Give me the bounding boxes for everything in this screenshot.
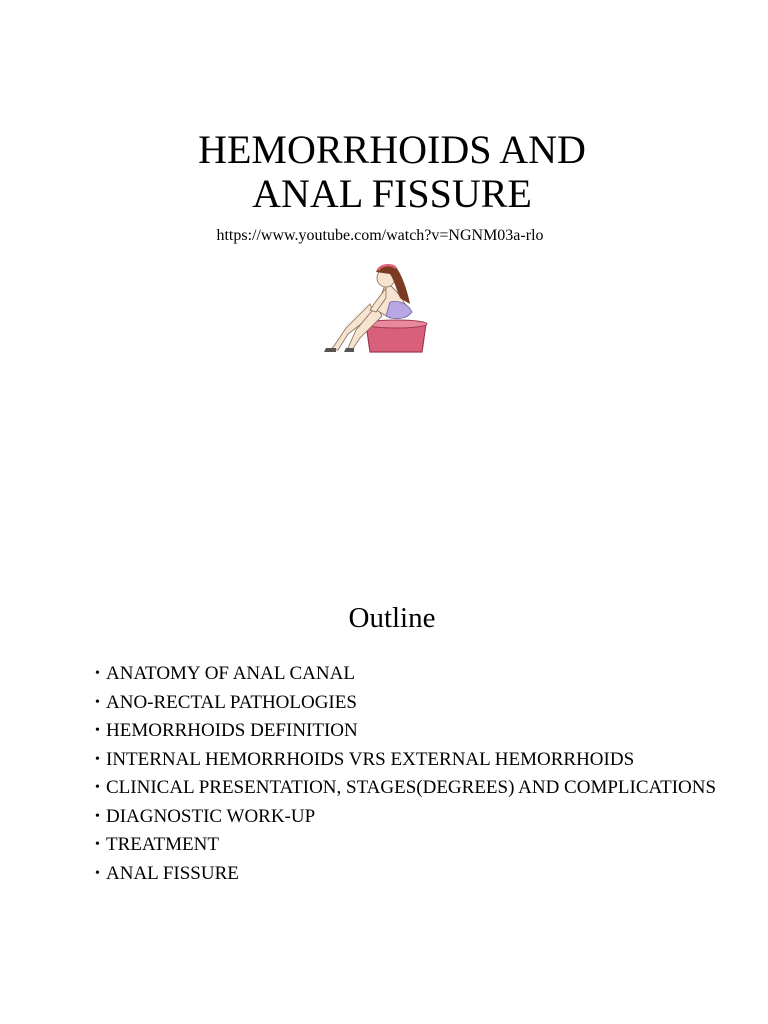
video-link[interactable]: https://www.youtube.com/watch?v=NGNM03a-rlo (216, 227, 544, 244)
outline-item (95, 662, 735, 685)
outline-item (95, 748, 735, 771)
slide-title-line-1: HEMORRHOIDS AND (198, 127, 586, 172)
outline-item-text: ANAL FISSURE (106, 862, 239, 884)
outline-item-text: HEMORRHOIDS DEFINITION (106, 720, 358, 741)
outline-item-text: TREATMENT (106, 834, 219, 855)
outline-item-text: ANATOMY OF ANAL CANAL (106, 663, 355, 684)
bullet: • (95, 666, 100, 681)
slide-title-line-2: ANAL FISSURE (252, 171, 532, 216)
outline-item-text: CLINICAL PRESENTATION, STAGES(DEGREES) AND COMPLICATIONS (106, 777, 717, 798)
bullet: • (95, 837, 100, 852)
outline-item-text: DIAGNOSTIC WORK-UP (106, 805, 316, 827)
outline-list (95, 662, 735, 890)
outline-item (95, 691, 735, 714)
outline-item-text: ANO-RECTAL PATHOLOGIES (106, 691, 357, 713)
outline-slide (0, 512, 768, 1024)
woman-sitting-in-basin-icon (290, 258, 462, 354)
bullet: • (95, 723, 100, 738)
bullet: • (95, 694, 100, 710)
outline-item (95, 805, 735, 828)
bullet: • (95, 808, 100, 824)
bullet: • (95, 780, 100, 795)
outline-title: Outline (348, 602, 436, 634)
bullet: • (95, 751, 100, 767)
bullet: • (95, 865, 100, 881)
outline-item (95, 776, 735, 799)
outline-item-text: INTERNAL HEMORRHOIDS VRS EXTERNAL HEMORRHOIDS (106, 748, 635, 770)
slide-title (0, 128, 768, 216)
outline-item (95, 862, 735, 885)
outline-item (95, 833, 735, 856)
outline-item (95, 719, 735, 742)
